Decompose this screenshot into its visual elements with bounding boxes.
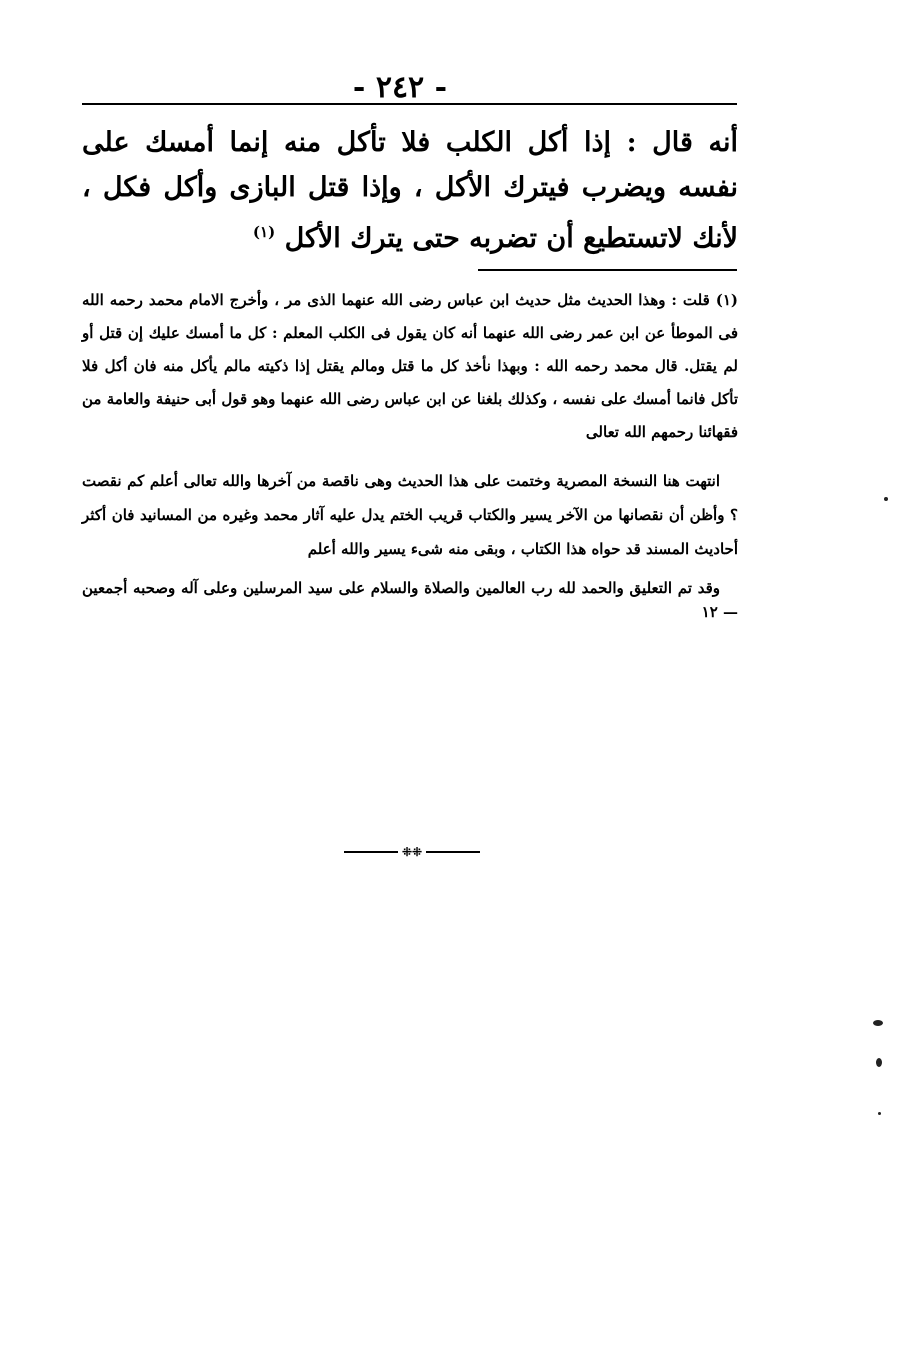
main-paragraph <box>82 120 738 261</box>
end-ornament <box>344 845 480 859</box>
main-text <box>82 120 738 261</box>
header-rule <box>82 103 737 105</box>
main-paragraph-text: أنه قال : إذا أكل الكلب فلا تأكل منه إنما أمسك على نفسه ويضرب فيترك الأكل ، وإذا قتل البازى وأكل فكل ، لأنك لاتستطيع أن تضربه حتى يترك الأكل <box>82 127 738 254</box>
scan-speck <box>876 1058 882 1067</box>
closing-line: وقد تم التعليق والحمد لله رب العالمين والصلاة والسلام على سيد المرسلين وعلى آله وصحبه أجمعين — ١٢ <box>82 579 738 621</box>
endnote <box>82 464 738 566</box>
scan-speck <box>884 497 888 501</box>
ornament-center-glyph: ⁜⁜ <box>401 845 423 859</box>
footnote <box>82 284 738 449</box>
scan-speck <box>873 1020 883 1026</box>
scan-speck <box>878 1112 881 1115</box>
endnote-text: انتهت هنا النسخة المصرية وختمت على هذا الحديث وهى ناقصة من آخرها والله تعالى أعلم كم نقصت ؟ وأظن أن نقصانها من الآخر يسير والكتاب قريب الختم يدل عليه آثار محمد وغيره من المسانيد فان أكثر أحاديث المسند قد حواه هذا الكتاب ، وبقى منه شىء يسير والله أعلم <box>82 472 738 558</box>
footnote-text: (١) قلت : وهذا الحديث مثل حديث ابن عباس رضى الله عنهما الذى مر ، وأخرج الامام محمد رحمه الله فى الموطأ عن ابن عمر رضى الله عنهما أنه كان يقول فى الكلب المعلم : كل ما أمسك عليك إن قتل أو لم يقتل. قال محمد رحمه الله : وبهذا نأخذ كل ما قتل ومالم يقتل إذا ذكيته مالم يأكل منه فان أكل فلا تأكل فانما أمسك على نفسه ، وكذلك بلغنا عن ابن عباس رضى الله عنهما وهو قول أبى حنيفة والعامة من فقهائنا رحمهم الله تعالى <box>82 291 738 441</box>
ornament-line-left <box>344 851 398 853</box>
page-number: - ٢٤٢ - <box>352 70 448 105</box>
ornament-line-right <box>426 851 480 853</box>
footnote-marker: (١) <box>252 223 276 241</box>
footnote-rule <box>478 269 737 271</box>
